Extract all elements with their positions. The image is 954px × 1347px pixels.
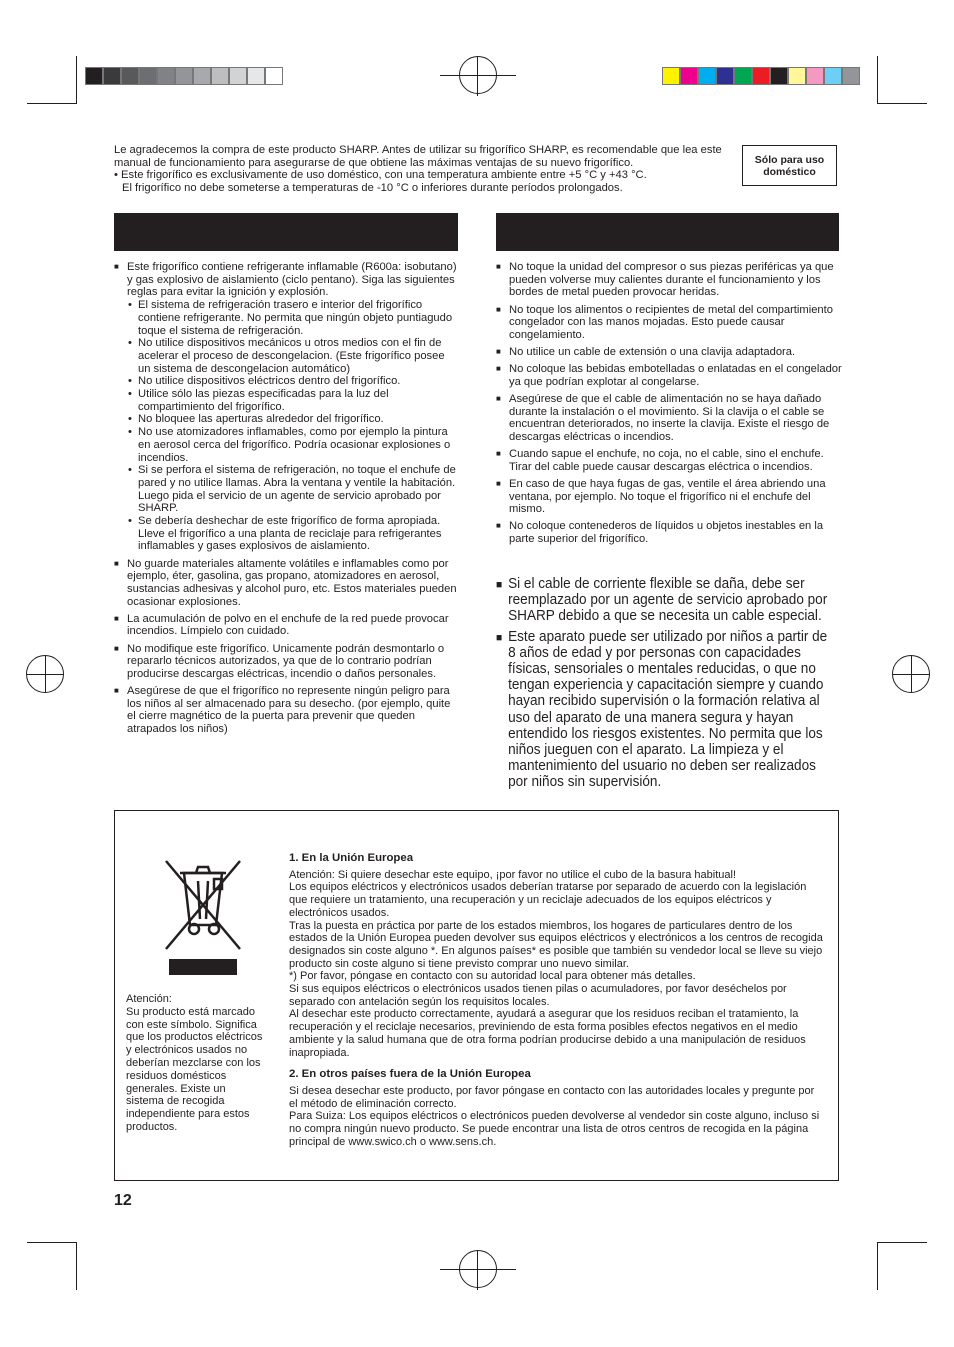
warning-text: Este frigorífico contiene refrigerante inflamable (R600a: isobutano) y gas explosivo de aislamiento (ciclo pentano). Siga las siguientes reglas para evitar la ignición y explosión. [127, 261, 457, 299]
warning-item: ■ No modifique este frigorífico. Unicamente podrán desmontarlo o repararlo técnicos autorizados, ya que de lo contrario podrían producirse descargas eléctricas, incendio o daños personales. [114, 643, 460, 681]
caution-item: ■ No toque los alimentos o recipientes de metal del compartimiento congelador con las manos mojadas. Esto puede causar congelamiento. [496, 304, 842, 342]
warning-subitem: • Utilice sólo las piezas especificadas para la luz del compartimiento del frigorífico. [127, 388, 460, 413]
right-warnings-column [496, 261, 842, 550]
eu-section-body [289, 869, 824, 1060]
warning-list [114, 558, 460, 736]
symbol-explanation-text: Atención: Su producto está marcado con este símbolo. Significa que los productos eléctricos y electrónicos usados no deberían mezclarse con los residuos domésticos generales. Existe un sistema de recogida independiente para estos productos. [126, 993, 263, 1133]
non-eu-paragraph: Para Suiza: Los equipos eléctricos o electrónicos pueden devolverse al vendedor sin coste alguno, incluso si no compra ningún nuevo producto. Se puede encontrar una lista de otros centros de recogida en la página principal de www.swico.ch o www.sens.ch. [289, 1110, 820, 1148]
domestic-use-label: Sólo para uso doméstico [754, 153, 825, 178]
process-color-bar [662, 67, 860, 85]
warning-subitems [127, 299, 460, 553]
color-swatch [806, 67, 824, 85]
caution-item: ■ No coloque las bebidas embotelladas o enlatadas en el congelador ya que podrían explotar al congelarse. [496, 363, 842, 388]
warning-subitem: • Si se perfora el sistema de refrigeración, no toque el enchufe de pared y no utilice llamas. Abra la ventana y ventile la habitación. Luego pida el servicio de un agente de servicio aprobado por SHARP. [127, 464, 460, 515]
color-swatch [121, 67, 139, 85]
color-swatch [211, 67, 229, 85]
page-number: 12 [114, 1192, 132, 1209]
left-warnings-column [114, 261, 460, 740]
large-notice-item: ■ Si el cable de corriente flexible se daña, debe ser reemplazado por un agente de servicio aprobado por SHARP debido a que se necesita un cable especial. [496, 576, 838, 625]
color-swatch [247, 67, 265, 85]
caution-item: ■ Asegúrese de que el cable de alimentación no se haya dañado durante la instalación o el movimiento. Si la clavija o el cable se encuentran deteriorados, no inserte la clavija. Existe el riesgo de descargas eléctricas o incendios. [496, 393, 842, 444]
color-swatch [139, 67, 157, 85]
warning-item: ■ La acumulación de polvo en el enchufe de la red puede provocar incendios. Límpielo con cuidado. [114, 613, 460, 638]
warning-subitem: • El sistema de refrigeración trasero e interior del frigorífico contiene refrigerante. No permita que ningún objeto puntiagudo toque el sistema de refrigeración. [127, 299, 460, 337]
domestic-use-badge [742, 145, 837, 186]
color-swatch [752, 67, 770, 85]
crossed-out-wheelie-bin-icon [160, 857, 246, 977]
color-swatch [770, 67, 788, 85]
intro-paragraph: Le agradecemos la compra de este producto SHARP. Antes de utilizar su frigorífico SHARP, es recomendable que lea este manual de funcionamiento para asegurarse de que obtiene las máximas ventajas de su nuevo frigorífico. [114, 144, 722, 169]
warning-item: ■ No guarde materiales altamente volátiles e inflamables como por ejemplo, éter, gasolina, gas propano, atomizadores en aerosol, sustancias adhesivas y alcohol puro, etc. Estos materiales pueden ocasionar explosiones. [114, 558, 460, 609]
non-eu-section-title: 2. En otros países fuera de la Unión Europea [289, 1068, 531, 1081]
color-swatch [662, 67, 680, 85]
non-eu-section-body [289, 1085, 824, 1149]
non-eu-paragraph: Si desea desechar este producto, por favor póngase en contacto con las autoridades locales y pregunte por el método de eliminación correcto. [289, 1084, 815, 1110]
eu-section-title: 1. En la Unión Europea [289, 852, 414, 864]
color-swatch [788, 67, 806, 85]
warning-subitem: • Se debería deshechar de este frigorífico de forma apropiada. Lleve el frigorífico a una planta de reciclaje para refrigerantes inflamables y gases explosivos de aislamiento. [127, 515, 460, 553]
color-swatch [680, 67, 698, 85]
color-swatch [175, 67, 193, 85]
intro-text [114, 144, 739, 194]
large-notice-column [496, 576, 864, 795]
color-swatch [229, 67, 247, 85]
caution-list [496, 261, 842, 546]
grayscale-color-bar [85, 67, 283, 85]
symbol-explanation [126, 993, 266, 1134]
color-swatch [85, 67, 103, 85]
warning-subitem: • No utilice dispositivos mecánicos u otros medios con el fin de acelerar el proceso de descongelacion. (Este frigorífico posee un sistema de descongelacion automático) [127, 337, 460, 375]
eu-paragraph: Los equipos eléctricos y electrónicos usados deberían tratarse por separado de acuerdo con la legislación que requiere un tratamiento, una recuperación y un reciclaje adecuados de los equipos eléctricos y electrónicos usados. [289, 881, 807, 919]
caution-item: ■ Cuando sapue el enchufe, no coja, no el cable, sino el enchufe. Tirar del cable puede causar descargas eléctrica o incendios. [496, 448, 842, 473]
intro-temperature-note: El frigorífico no debe someterse a temperaturas de -10 °C o inferiores durante períodos prolongados. [122, 181, 623, 194]
color-swatch [157, 67, 175, 85]
warning-subitem: • No bloquee las aperturas alrededor del frigorífico. [127, 413, 460, 426]
caution-item: ■ No toque la unidad del compresor o sus piezas periféricas ya que pueden volverse muy calientes durante el funcionamiento y los bordes de metal pueden provocar heridas. [496, 261, 842, 299]
warning-item: ■ Asegúrese de que el frigorífico no represente ningún peligro para los niños al ser almacenado para su desecho. (por ejemplo, quite el cierre magnético de la puerta para prevenir que queden atrapados los niños) [114, 685, 460, 736]
right-section-header-bar [496, 213, 839, 251]
caution-item: ■ No utilice un cable de extensión o una clavija adaptadora. [496, 346, 842, 359]
warning-subitem: • No use atomizadores inflamables, como por ejemplo la pintura en aerosol cerca del frigorífico. Podría ocasionar explosiones o incendios. [127, 426, 460, 464]
caution-item: ■ En caso de que haya fugas de gas, ventile el área abriendo una ventana, por ejemplo. No toque el frigorífico ni el enchufe del mismo. [496, 478, 842, 516]
left-section-header-bar [114, 213, 458, 251]
eu-paragraph: Atención: Si quiere desechar este equipo, ¡por favor no utilice el cubo de la basura habitual! [289, 868, 737, 881]
disposal-instructions [289, 852, 824, 1148]
color-swatch [103, 67, 121, 85]
color-swatch [842, 67, 860, 85]
color-swatch [193, 67, 211, 85]
eu-paragraph: *) Por favor, póngase en contacto con su autoridad local para obtener más detalles. [289, 970, 696, 983]
color-swatch [698, 67, 716, 85]
eu-paragraph: Si sus equipos eléctricos o electrónicos usados tienen pilas o acumuladores, por favor deséchelos por separado con antelación según los requisitos locales. [289, 983, 787, 1008]
color-swatch [734, 67, 752, 85]
intro-usage-note: • Este frigorífico es exclusivamente de uso doméstico, con una temperatura ambiente entre +5 °C y +43 °C. [114, 169, 647, 182]
warning-item [114, 261, 460, 553]
large-notice-list [496, 576, 838, 791]
eu-paragraph: Tras la puesta en práctica por parte de los estados miembros, los hogares de particulares dentro de los estados de la Unión Europea pueden devolver sus equipos eléctricos y electrónicos a los centros de recogida designados sin coste alguno *. En algunos países* es posible que también su vendedor local se lleve su viejo producto sin coste alguno si tiene previsto comprar uno nuevo similar. [289, 919, 823, 970]
color-swatch [716, 67, 734, 85]
caution-item: ■ No coloque contenederos de líquidos u objetos inestables en la parte superior del frigorífico. [496, 520, 842, 545]
eu-paragraph: Al desechar este producto correctamente, ayudará a asegurar que los residuos reciban el tratamiento, la recuperación y el reciclaje necesarios, previniendo de esta forma posibles efectos negativos en el medio ambiente y la salud humana que de otra forma podrían producirse debido a una manipulación de residuos inapropiada. [289, 1008, 806, 1059]
color-swatch [265, 67, 283, 85]
warning-subitem: • No utilice dispositivos eléctricos dentro del frigorífico. [127, 375, 460, 388]
color-swatch [824, 67, 842, 85]
large-notice-item: ■ Este aparato puede ser utilizado por niños a partir de 8 años de edad y por personas con capacidades físicas, sensoriales o mentales reducidas, o que no tengan experiencia y capacitación siempre y cuando hayan recibido supervisión o la formación relativa al uso del aparato de una manera segura y hayan entendido los riesgos existentes. No permita que los niños jueguen con el aparato. La limpieza y el mantenimiento del usuario no deben ser realizados por niños sin supervisión. [496, 629, 838, 791]
